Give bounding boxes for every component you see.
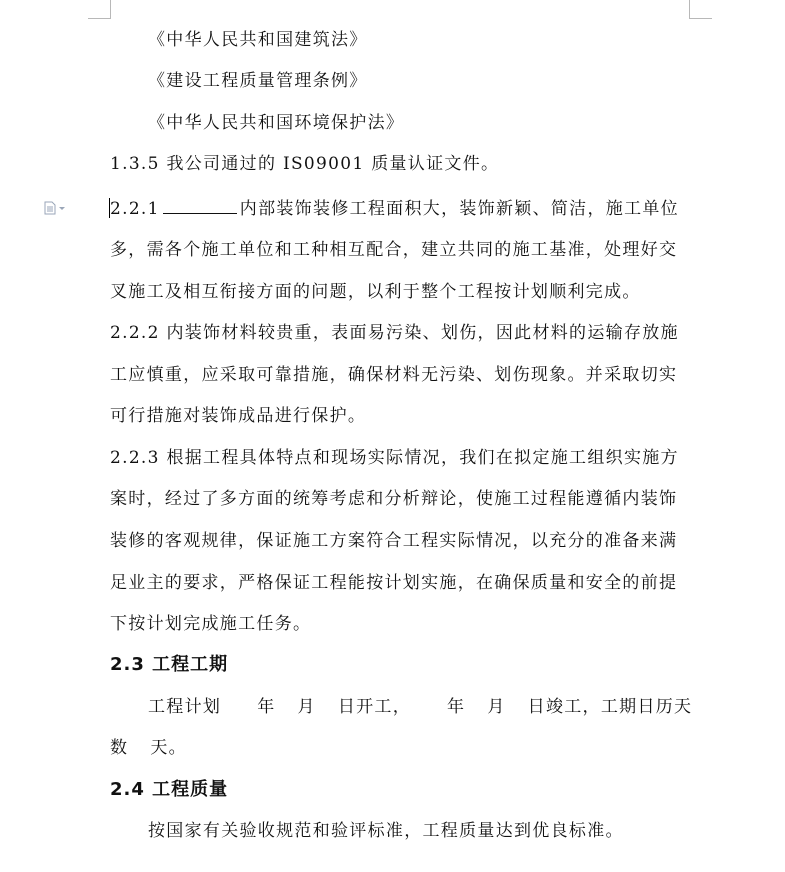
schedule-days-unit: 天。: [150, 738, 187, 758]
schedule-month-2: 月: [487, 697, 506, 717]
paragraph-2-2-3-line-3: 装修的客观规律，保证施工方案符合工程实际情况，以充分的准备来满: [110, 531, 678, 551]
schedule-days-label: 数: [110, 738, 129, 758]
reference-quality-regulation: 《建设工程质量管理条例》: [148, 71, 368, 91]
heading-2-4: 2.4 工程质量: [110, 779, 229, 800]
paragraph-2-2-2-line-1: 2.2.2 内装饰材料较贵重，表面易污染、划伤，因此材料的运输存放施: [110, 323, 679, 343]
paragraph-2-2-1-line-3: 叉施工及相互衔接方面的问题，以利于整个工程按计划顺利完成。: [110, 282, 641, 302]
item-2-2-1-number: 2.2.1: [110, 199, 160, 219]
schedule-plan-label: 工程计划: [148, 697, 222, 717]
heading-2-3: 2.3 工程工期: [110, 654, 229, 675]
document-icon[interactable]: [44, 200, 66, 214]
document-icon-graphic: [44, 201, 66, 215]
paragraph-2-2-3-line-1: 2.2.3 根据工程具体特点和现场实际情况，我们在拟定施工组织实施方: [110, 448, 679, 468]
item-1-3-5: 1.3.5 我公司通过的 IS09001 质量认证文件。: [110, 154, 500, 174]
paragraph-2-2-1-line-1[interactable]: [110, 197, 679, 220]
schedule-end-label: 日竣工，工期日历天: [527, 697, 693, 717]
paragraph-2-2-3-line-5: 下按计划完成施工任务。: [110, 614, 312, 634]
paragraph-2-2-2-line-2: 工应慎重，应采取可靠措施，确保材料无污染、划伤现象。并采取切实: [110, 365, 678, 385]
quality-statement: 按国家有关验收规范和验评标准，工程质量达到优良标准。: [148, 821, 624, 841]
schedule-month-1: 月: [297, 697, 316, 717]
reference-building-law: 《中华人民共和国建筑法》: [148, 30, 368, 50]
schedule-year-2: 年: [447, 697, 466, 717]
crop-mark-top-left: [88, 0, 111, 19]
paragraph-2-2-3-line-4: 足业主的要求，严格保证工程能按计划实施，在确保质量和安全的前提: [110, 573, 678, 593]
crop-mark-top-right: [689, 0, 712, 19]
paragraph-2-2-1-text: 内部装饰装修工程面积大，装饰新颖、简洁，施工单位: [239, 199, 679, 219]
paragraph-2-2-1-line-2: 多，需各个施工单位和工种相互配合，建立共同的施工基准，处理好交: [110, 240, 678, 260]
schedule-line-1: [148, 696, 692, 718]
reference-environment-law: 《中华人民共和国环境保护法》: [148, 113, 405, 133]
schedule-line-2: [110, 737, 187, 759]
schedule-start-label: 日开工，: [337, 697, 412, 717]
schedule-year-1: 年: [257, 697, 276, 717]
paragraph-2-2-2-line-3: 可行措施对装饰成品进行保护。: [110, 406, 367, 426]
paragraph-2-2-3-line-2: 案时，经过了多方面的统筹考虑和分析辩论，使施工过程能遵循内装饰: [110, 489, 678, 509]
blank-underline[interactable]: [163, 197, 237, 214]
